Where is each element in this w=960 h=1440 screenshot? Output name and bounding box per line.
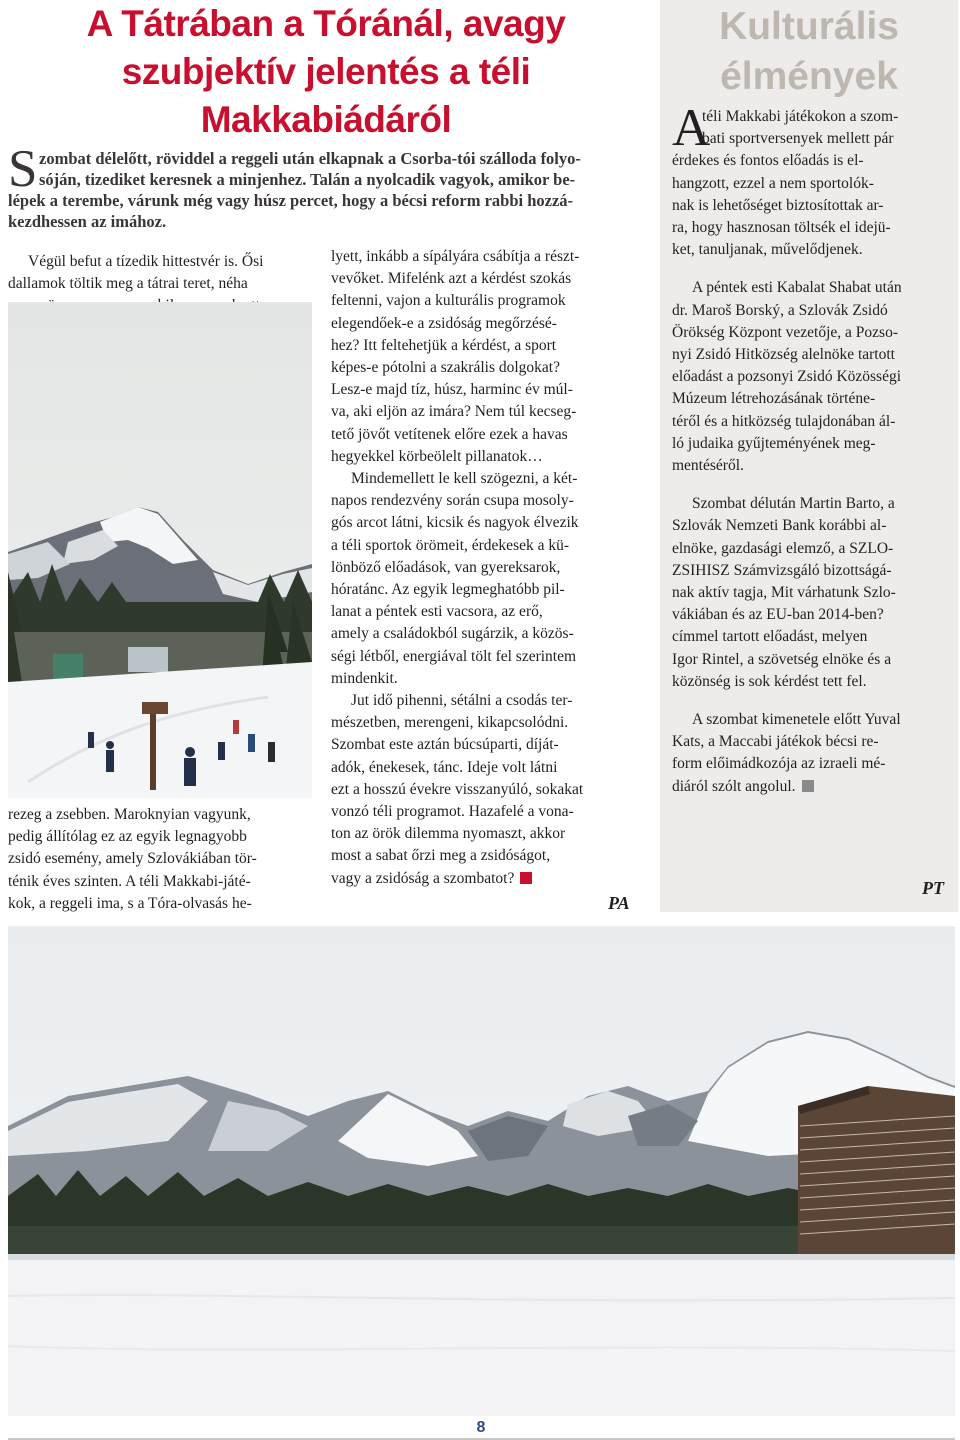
body-line: kok, a reggeli ima, s a Tóra-olvasás he- <box>8 894 252 912</box>
column-2 <box>331 246 635 890</box>
body-line: Szlovák Nemzeti Bank korábbi al- <box>672 517 887 535</box>
end-mark-icon <box>520 872 532 884</box>
body-line: ZSIHISZ Számvizsgáló bizottságá- <box>672 561 892 579</box>
body-line: nak aktív tagja, Mit várhatunk Szlo- <box>672 584 896 602</box>
body-line: címmel tartott előadást, melyen <box>672 628 868 646</box>
body-line <box>672 776 952 798</box>
body-line: Múzeum létrehozásának történe- <box>672 390 876 408</box>
article-title <box>8 0 644 144</box>
mountain-lake-image <box>8 926 955 1416</box>
body-line: ket, tanuljanak, művelődjenek. <box>672 241 863 259</box>
end-mark-icon <box>802 780 814 792</box>
ski-slope-photo <box>8 302 312 798</box>
body-line: tető jövőt vetítenek előre ezek a havas <box>331 425 568 443</box>
body-line: Szombat délután Martin Barto, a <box>692 495 895 513</box>
body-line: Örökség Központ vezetője, a Pozso- <box>672 323 898 341</box>
lead-line: zombat délelőtt, röviddel a reggeli után elkapnak a Csorba-tói szálloda folyo- <box>39 149 581 168</box>
body-line: téli Makkabi játékokon a szom- <box>702 108 899 125</box>
body-line: ezt a hosszú évekre visszanyúló, sokakat <box>331 780 584 798</box>
body-line: ton az örök dilemma nyomaszt, akkor <box>331 825 566 843</box>
body-line: ló judaika gyűjteményének meg- <box>672 434 876 452</box>
body-line: Szombat este aztán búcsúparti, díját- <box>331 736 559 754</box>
paragraph-gap <box>672 693 952 709</box>
body-line: közönség is sok kérdést tett fel. <box>672 672 867 690</box>
body-line: A péntek esti Kabalat Shabat után <box>692 279 902 297</box>
body-line: Végül befut a tízedik hittestvér is. Ősi <box>28 253 264 270</box>
last-line-text: vagy a zsidóság a szombatot? <box>331 869 515 887</box>
body-line: téről és a hitközség tulajdonában ál- <box>672 412 896 430</box>
column-1-bottom <box>8 804 312 915</box>
lead-line: kezdhessen az imához. <box>8 212 167 231</box>
body-line: elnöke, gazdasági elemző, a SZLO- <box>672 539 894 557</box>
body-line: feltenni, vajon a kulturális programok <box>331 292 566 310</box>
body-line: Kats, a Maccabi játékok bécsi re- <box>672 733 879 751</box>
drop-cap: S <box>8 140 38 198</box>
sidebar-title <box>660 2 958 102</box>
sidebar-box <box>660 0 958 912</box>
body-line: form előimádkozója az izraeli mé- <box>672 755 886 773</box>
body-line: Igor Rintel, a szövetség elnöke és a <box>672 650 892 668</box>
body-line: A szombat kimenetele előtt Yuval <box>692 711 901 729</box>
body-line: hangzott, ezzel a nem sportolók- <box>672 174 874 192</box>
body-line: lönböző előadások, van gyereksarok, <box>331 558 561 576</box>
last-line-text: diáról szólt angolul. <box>672 777 796 795</box>
body-line: zsidó esemény, amely Szlovákiában tör- <box>8 850 257 868</box>
body-line: Jut idő pihenni, sétálni a csodás ter- <box>351 692 573 710</box>
lead-line: lépek a terembe, várunk még vagy húsz percet, hogy a bécsi reform rabbi hozzá- <box>8 191 574 210</box>
sidebar-text <box>672 99 952 798</box>
body-line: gós arcot látni, kicsik és nagyok élvezik <box>331 514 579 532</box>
title-line: A Tátrában a Tóránál, avagy <box>86 3 566 44</box>
body-line: elegendőek-e a zsidóság megőrzésé- <box>331 314 557 332</box>
body-line: bati sportversenyek mellett pár <box>702 130 894 148</box>
sidebar-signature: PT <box>922 878 944 898</box>
body-line: dr. Maroš Borský, a Szlovák Zsidó <box>672 301 888 319</box>
body-line: va, aki eljön az imára? Nem túl kecseg- <box>331 403 577 421</box>
body-line: napos rendezvény során csupa mosoly- <box>331 492 574 510</box>
paragraph-gap <box>672 477 952 493</box>
body-line: lanat a péntek esti vacsora, az erő, <box>331 603 543 621</box>
lead-line: sóján, tizediket keresnek a minjenhez. Talán a nyolcadik vagyok, amikor be- <box>39 170 576 189</box>
body-line: a téli sportok örömeit, érdekesek a kü- <box>331 536 570 554</box>
body-line: mentéséről. <box>672 457 744 475</box>
body-line: ségi létből, energiával tölt fel szerintem <box>331 647 577 665</box>
ski-slope-image <box>8 302 312 798</box>
body-line: mindenkit. <box>331 669 398 687</box>
body-line: hez? Itt feltehetjük a kérdést, a sport <box>331 336 557 354</box>
page-number: 8 <box>476 1419 486 1436</box>
body-line: hóratánc. Az egyik legmeghatóbb pil- <box>331 581 565 599</box>
body-line: nak is lehetőséget biztosítottak ar- <box>672 196 884 214</box>
body-line: Lesz-e majd tíz, húsz, harminc év múl- <box>331 381 573 399</box>
body-line: dallamok töltik meg a tátrai teret, néha <box>8 275 248 293</box>
body-line: képes-e pótolni a szakrális dolgokat? <box>331 359 560 377</box>
body-line: vákiában és az EU-ban 2014-ben? <box>672 606 884 624</box>
body-line: most a sabat őrzi meg a zsidóságot, <box>331 847 551 865</box>
body-line: rezeg a zsebben. Maroknyian vagyunk, <box>8 806 251 823</box>
body-line: nyi Zsidó Hitközség alelnöke tartott <box>672 346 895 364</box>
sidebar-title-line: Kulturális <box>719 5 899 48</box>
author-signature: PA <box>608 893 630 913</box>
body-line: amely a családokból sugárzik, a közös- <box>331 625 574 643</box>
body-line: mészetben, merengeni, kikapcsolódni. <box>331 714 569 732</box>
body-line: lyett, inkább a sípályára csábítja a részt- <box>331 248 580 265</box>
body-line: vonzó téli programot. Hazafelé a vona- <box>331 803 574 821</box>
body-line: Mindemellett le kell szögezni, a két- <box>351 470 578 488</box>
paragraph-gap <box>672 261 952 277</box>
lead-paragraph <box>8 140 648 232</box>
body-line: ténik éves szinten. A téli Makkabi-játé- <box>8 872 251 890</box>
drop-cap: A <box>672 99 711 157</box>
body-line: hegyekkel körbeölelt pillanatok… <box>331 447 543 465</box>
mountain-lake-photo <box>8 926 955 1416</box>
body-line: adók, énekesek, tánc. Ideje volt látni <box>331 758 558 776</box>
title-line: Makkabiádáról <box>200 99 452 140</box>
body-line <box>331 868 635 890</box>
body-line: pedig állítólag ez az egyik legnagyobb <box>8 828 247 846</box>
body-line: vevőket. Mifelénk azt a kérdést szokás <box>331 270 572 288</box>
sidebar-title-line: élmények <box>720 55 898 98</box>
body-line: ra, hogy hasznosan töltsék el idejü- <box>672 219 891 237</box>
body-line: előadást a pozsonyi Zsidó Közösségi <box>672 368 902 386</box>
title-line: szubjektív jelentés a téli <box>121 51 531 92</box>
body-line: érdekes és fontos előadás is el- <box>672 152 864 170</box>
